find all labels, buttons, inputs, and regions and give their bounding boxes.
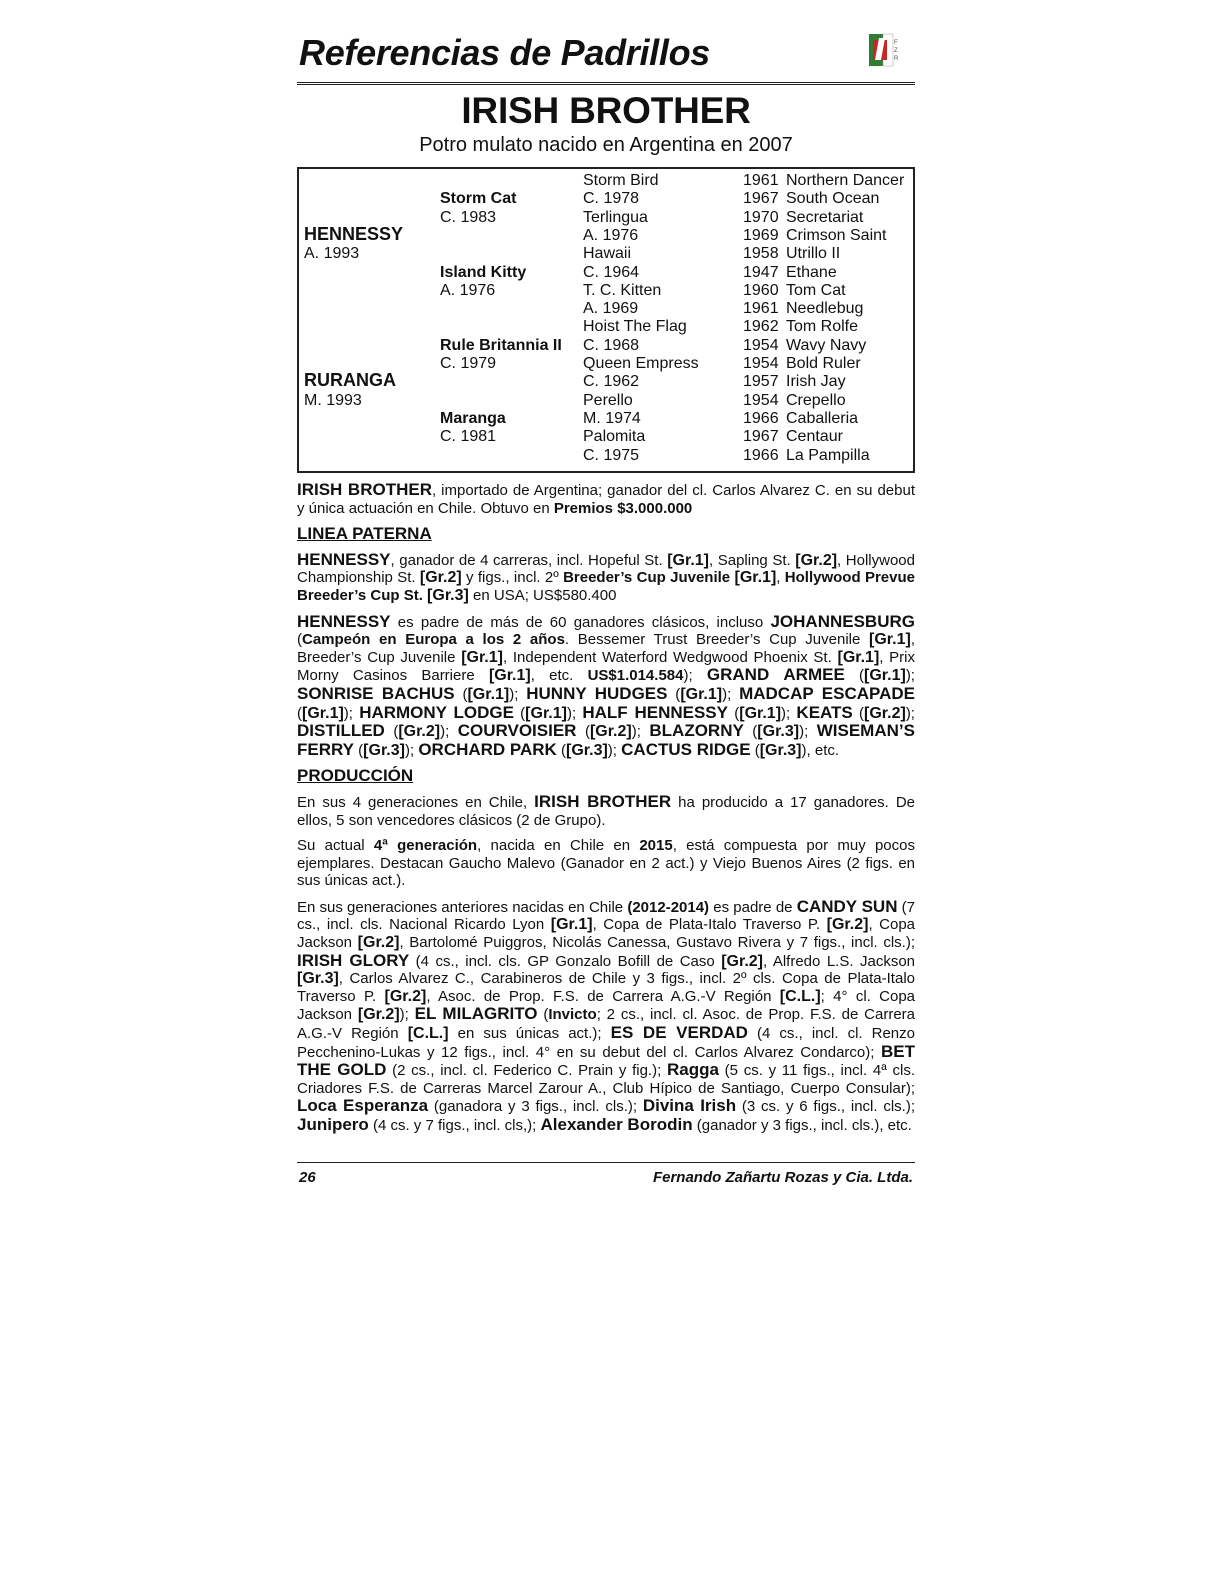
- page-title: Referencias de Padrillos: [299, 32, 710, 73]
- grade: [Gr.2]: [795, 551, 838, 569]
- grade: [C.L.]: [407, 1025, 449, 1043]
- svg-text:Z: Z: [894, 48, 898, 54]
- text: (: [537, 1006, 549, 1024]
- pedigree-ancestor-name: Ethane: [786, 263, 837, 281]
- text: , Copa Jackson: [297, 916, 916, 952]
- pedigree-grandparent: Storm Cat: [440, 190, 517, 208]
- offspring-name: IRISH GLORY: [297, 950, 410, 970]
- pedigree-great-grandparent: Palomita: [583, 428, 646, 446]
- grade: [Gr.2]: [721, 952, 764, 970]
- offspring-name: HARMONY LODGE: [359, 702, 514, 722]
- offspring-name: COURVOISIER: [457, 721, 577, 741]
- pedigree-grandparent: Rule Britannia II: [440, 336, 562, 354]
- grade: [C.L.]: [779, 987, 821, 1005]
- grade: [Gr.1]: [864, 667, 906, 685]
- grade: [Gr.3]: [427, 586, 469, 604]
- grade: [Gr.1]: [667, 551, 709, 569]
- horse-name-inline: IRISH BROTHER: [297, 480, 432, 499]
- grade: [Gr.1]: [467, 685, 510, 703]
- offspring-name: CANDY SUN: [796, 896, 898, 916]
- offspring-name: SONRISE BACHUS: [297, 683, 455, 703]
- grade: [Gr.1]: [550, 916, 593, 934]
- production-paragraph-1: [297, 793, 915, 829]
- text: , Alfredo L.S. Jackson: [763, 952, 915, 970]
- pedigree-ancestor-year: 1954: [743, 391, 779, 409]
- prize-amount: Premios $3.000.000: [553, 499, 693, 517]
- pedigree-ancestor-year: 1967: [743, 428, 779, 446]
- pedigree-table: [297, 167, 915, 473]
- text: , está compuesta por muy pocos ejemplares. Destacan Gaucho Malevo (Ganador en 2 act.) y Viejo Buenos Aires (2 figs. en sus únicas act.).: [297, 837, 915, 890]
- paternal-paragraph-1: HENNESSY, ganador de 4 carreras, incl. Hopeful St. [Gr.1], Sapling St. [Gr.2], Hollywood Championship St. [Gr.2] y figs., incl. 2º Breeder’s Cup Juvenile [Gr.1], Hollywood Prevue Breeder’s Cup St. [Gr.3] en USA; US$580.400: [297, 549, 915, 604]
- pedigree-grandparent: C. 1981: [440, 428, 497, 446]
- intro-paragraph: [297, 481, 915, 517]
- text: , Sapling St.: [709, 551, 796, 569]
- text: (4 cs. y 7 figs., incl. cls,);: [368, 1117, 541, 1134]
- text: en USA; US$580.400: [468, 586, 617, 604]
- pedigree-sire-dam: RURANGA: [304, 370, 396, 391]
- offspring-name: HALF HENNESSY: [582, 702, 728, 722]
- race-name: Hollywood Prevue Breeder’s Cup St.: [297, 569, 915, 604]
- page: [297, 30, 915, 1143]
- text: , Asoc. de Prop. F.S. de Carrera A.G.-V Región: [426, 987, 780, 1005]
- offspring-name: BET THE GOLD: [297, 1041, 915, 1080]
- pedigree-great-grandparent: Terlingua: [583, 208, 648, 226]
- pedigree-sire-dam: M. 1993: [304, 391, 362, 409]
- pedigree-ancestor-name: La Pampilla: [786, 446, 870, 464]
- text: , Breeder’s Cup Juvenile: [297, 631, 915, 666]
- offspring-name: Divina Irish: [642, 1096, 737, 1116]
- grade: [Gr.1]: [680, 685, 723, 703]
- grade: [Gr.2]: [864, 704, 906, 722]
- production-paragraph-3: [297, 898, 915, 1135]
- text: , Prix Morny Casinos Barriere: [297, 648, 915, 685]
- pedigree-ancestor-name: Northern Dancer: [786, 172, 905, 189]
- grade: [Gr.2]: [357, 934, 400, 952]
- text: (ganadora y 3 figs., incl. cls.);: [428, 1098, 643, 1116]
- sire-name: HENNESSY: [297, 611, 391, 631]
- pedigree-grandparent: Maranga: [440, 409, 506, 427]
- pedigree-ancestor-year: 1961: [743, 300, 779, 318]
- paternal-paragraph-2: HENNESSY es padre de más de 60 ganadores clásicos, incluso JOHANNESBURG (Campeón en Europa a los 2 años. Bessemer Trust Breeder’s Cup Juvenile [Gr.1], Breeder’s Cup Juvenile [Gr.1], Independent Waterford Wedgwood Phoenix St. [Gr.1], Prix Morny Casinos Barriere [Gr.1], etc. US$1.014.584); GRAND ARMEE ([Gr.1]); SONRISE BACHUS ([Gr.1]); HUNNY HUDGES ([Gr.1]); MADCAP ESCAPADE ([Gr.1]); HARMONY LODGE ([Gr.1]); HALF HENNESSY ([Gr.1]); KEATS ([Gr.2]); DISTILLED ([Gr.2]); COURVOISIER ([Gr.2]); BLAZORNY ([Gr.3]); WISEMAN’S FERRY ([Gr.3]); ORCHARD PARK ([Gr.3]); CACTUS RIDGE ([Gr.3]), etc.: [297, 611, 915, 759]
- text: , Bartolomé Puiggros, Nicolás Canessa, Gustavo Rivera y 7 figs., incl. cls.);: [399, 934, 915, 952]
- years: (2012-2014): [627, 898, 710, 916]
- pedigree-ancestor-name: Wavy Navy: [786, 336, 867, 354]
- offspring-name: Alexander Borodin: [540, 1115, 693, 1134]
- grade: [Gr.2]: [398, 723, 441, 741]
- intro-text: , importado de Argentina; ganador del cl. Carlos Alvarez C. en su debut y única actuación en Chile. Obtuvo en: [297, 482, 916, 517]
- offspring-name: HUNNY HUDGES: [526, 683, 668, 703]
- pedigree-ancestor-year: 1958: [743, 245, 779, 263]
- text: );: [399, 1006, 415, 1024]
- pedigree-ancestor-year: 1966: [743, 446, 779, 464]
- horse-description: Potro mulato nacido en Argentina en 2007: [419, 134, 793, 156]
- offspring-name: JOHANNESBURG: [770, 611, 915, 631]
- horse-name-inline: IRISH BROTHER: [534, 791, 672, 811]
- award: Campeón en Europa a los 2 años: [302, 631, 565, 649]
- text: (2 cs., incl. cl. Federico C. Prain y fig.);: [386, 1062, 667, 1080]
- pedigree-ancestor-year: 1954: [743, 355, 779, 372]
- pedigree-ancestor-name: Bold Ruler: [786, 355, 861, 372]
- text: En sus generaciones anteriores nacidas en Chile: [297, 898, 628, 916]
- section-heading-paternal: LINEA PATERNA: [297, 524, 432, 544]
- offspring-name: WISEMAN’S FERRY: [297, 721, 915, 759]
- pedigree-sire-dam: HENNESSY: [304, 223, 404, 244]
- pedigree-ancestor-year: 1966: [743, 409, 779, 427]
- grade: [Gr.2]: [419, 569, 462, 587]
- offspring-name: EL MILAGRITO: [414, 1004, 538, 1024]
- pedigree-ancestor-name: Tom Rolfe: [786, 318, 859, 336]
- pedigree-great-grandparent: C. 1964: [583, 263, 640, 281]
- production-paragraph-2: [297, 837, 915, 890]
- page-number: 26: [299, 1169, 316, 1186]
- pedigree-great-grandparent: Storm Bird: [583, 172, 659, 189]
- pedigree-great-grandparent: A. 1976: [583, 226, 639, 244]
- grade: [Gr.2]: [357, 1006, 400, 1024]
- pedigree-great-grandparent: C. 1962: [583, 373, 640, 391]
- text: , Independent Waterford Wedgwood Phoenix St.: [502, 648, 838, 666]
- grade: [Gr.3]: [363, 741, 405, 759]
- grade: [Gr.1]: [461, 648, 503, 666]
- text: (5 cs. y 11 figs., incl. 4ª cls. Criadores F.S. de Carreras Marcel Zarour A., Club Hípico de Santiago, Cuerpo Consular);: [297, 1062, 915, 1097]
- text: ; 2 cs., incl. cl. Asoc. de Prop. F.S. de Carrera A.G.-V Región: [297, 1006, 915, 1043]
- publisher-logo-icon: [863, 30, 909, 70]
- offspring-name: MADCAP ESCAPADE: [739, 683, 915, 703]
- pedigree-ancestor-name: Crimson Saint: [786, 226, 887, 244]
- horse-name: IRISH BROTHER: [461, 90, 751, 131]
- svg-text:R: R: [894, 56, 899, 62]
- pedigree-ancestor-year: 1960: [743, 281, 779, 299]
- pedigree-grandparent: C. 1983: [440, 208, 497, 226]
- pedigree-great-grandparent: A. 1969: [583, 300, 639, 318]
- pedigree-ancestor-year: 1962: [743, 318, 779, 336]
- earnings: US$1.014.584: [587, 667, 684, 685]
- text: ; 4° cl. Copa Jackson: [297, 987, 916, 1024]
- pedigree-ancestor-year: 1961: [743, 172, 779, 189]
- page-header: [297, 30, 915, 85]
- pedigree-ancestor-name: Secretariat: [786, 208, 864, 226]
- pedigree-ancestor-year: 1970: [743, 208, 779, 226]
- pedigree-ancestor-name: Irish Jay: [786, 373, 846, 391]
- grade: [Gr.2]: [589, 723, 632, 741]
- text: , etc.: [530, 667, 588, 685]
- grade: [Gr.3]: [566, 741, 608, 759]
- pedigree-great-grandparent: C. 1975: [583, 446, 640, 464]
- offspring-name: Junipero: [297, 1115, 369, 1134]
- text: y figs., incl. 2º: [461, 569, 564, 587]
- text: , Carlos Alvarez C., Carabineros de Chile y 3 figs., incl. 2º cls. Copa de Plata-Italo Traverso P.: [297, 970, 915, 1005]
- pedigree-ancestor-name: Needlebug: [786, 300, 864, 318]
- race-name: Breeder’s Cup Juvenile: [563, 569, 731, 587]
- pedigree-great-grandparent: M. 1974: [583, 409, 641, 427]
- offspring-name: Ragga: [666, 1060, 719, 1080]
- text: es padre de más de 60 ganadores clásicos, incluso: [390, 613, 771, 631]
- pedigree-ancestor-year: 1957: [743, 373, 779, 391]
- company-name: Fernando Zañartu Rozas y Cia. Ltda.: [652, 1169, 913, 1186]
- text: . Bessemer Trust Breeder’s Cup Juvenile: [564, 631, 870, 649]
- pedigree-grandparent: A. 1976: [440, 281, 496, 299]
- pedigree-great-grandparent: Queen Empress: [583, 355, 699, 372]
- grade: [Gr.3]: [757, 723, 800, 741]
- text: , nacida en Chile en: [477, 837, 640, 855]
- pedigree-great-grandparent: Perello: [583, 391, 633, 409]
- text: es padre de: [709, 898, 797, 916]
- grade: [Gr.3]: [297, 970, 339, 988]
- page-footer: [297, 1162, 915, 1189]
- grade: [Gr.1]: [525, 704, 567, 722]
- offspring-name: ES DE VERDAD: [610, 1023, 748, 1043]
- pedigree-ancestor-name: Caballeria: [786, 409, 859, 427]
- year: 2015: [639, 837, 673, 855]
- grade: [Gr.1]: [488, 667, 531, 685]
- text: , ganador de 4 carreras, incl. Hopeful St.: [390, 551, 668, 569]
- text: (ganador y 3 figs., incl. cls.), etc.: [692, 1117, 912, 1134]
- pedigree-ancestor-year: 1947: [743, 263, 779, 281]
- section-heading-production: PRODUCCIÓN: [297, 766, 414, 786]
- pedigree-great-grandparent: Hawaii: [583, 245, 632, 263]
- offspring-name: DISTILLED: [297, 721, 385, 741]
- grade: [Gr.2]: [826, 916, 869, 934]
- document-body: [297, 481, 915, 1135]
- sire-name: HENNESSY: [297, 549, 391, 569]
- offspring-name: BLAZORNY: [649, 721, 744, 741]
- text: Su actual: [297, 837, 374, 855]
- pedigree-ancestor-name: Centaur: [786, 428, 843, 446]
- text: (4 cs., incl. cls. GP Gonzalo Bofill de Caso: [409, 952, 722, 970]
- text: En sus 4 generaciones en Chile,: [297, 793, 535, 811]
- generation: 4ª generación: [373, 837, 478, 855]
- pedigree-grandparent: C. 1979: [440, 355, 497, 372]
- pedigree-sire-dam: A. 1993: [304, 245, 360, 263]
- pedigree-great-grandparent: C. 1978: [583, 190, 640, 208]
- svg-text:F: F: [894, 40, 898, 46]
- pedigree-great-grandparent: T. C. Kitten: [583, 281, 662, 299]
- text: (7 cs., incl. cls. Nacional Ricardo Lyon: [297, 898, 916, 934]
- offspring-name: CACTUS RIDGE: [621, 739, 751, 759]
- grade: [Gr.1]: [837, 648, 880, 666]
- grade: [Gr.2]: [384, 987, 427, 1005]
- offspring-name: Loca Esperanza: [297, 1096, 429, 1116]
- grade: [Gr.1]: [869, 631, 911, 649]
- grade: [Gr.3]: [759, 741, 802, 759]
- pedigree-ancestor-name: South Ocean: [786, 190, 880, 208]
- text: en sus únicas act.);: [448, 1025, 611, 1043]
- pedigree-ancestor-name: Crepello: [786, 391, 846, 409]
- text: (4 cs., incl. cl. Renzo Pecchenino-Lukas y 12 figs., incl. 4° en su debut del cl. Carlos Alvarez Condarco);: [297, 1025, 915, 1061]
- text: ha producido a 17 ganadores. De ellos, 5 son vencedores clásicos (2 de Grupo).: [297, 793, 915, 829]
- text: (3 cs. y 6 figs., incl. cls.);: [736, 1098, 915, 1116]
- pedigree-ancestor-year: 1969: [743, 226, 779, 244]
- grade: [Gr.1]: [739, 704, 782, 722]
- text: , Hollywood Championship St.: [297, 551, 915, 587]
- pedigree-grandparent: Island Kitty: [440, 263, 527, 281]
- pedigree-ancestor-year: 1967: [743, 190, 779, 208]
- text: , Copa de Plata-Italo Traverso P.: [592, 916, 827, 934]
- pedigree-great-grandparent: Hoist The Flag: [583, 318, 687, 336]
- pedigree-ancestor-name: Utrillo II: [786, 245, 841, 263]
- pedigree-ancestor-year: 1954: [743, 336, 779, 354]
- status: Invicto: [548, 1006, 597, 1024]
- pedigree-great-grandparent: C. 1968: [583, 336, 640, 354]
- offspring-name: GRAND ARMEE: [706, 665, 845, 685]
- offspring-name: KEATS: [796, 702, 853, 722]
- offspring-name: ORCHARD PARK: [418, 739, 557, 759]
- pedigree-ancestor-name: Tom Cat: [786, 281, 846, 299]
- grade: [Gr.1]: [734, 569, 777, 587]
- grade: [Gr.1]: [302, 704, 344, 722]
